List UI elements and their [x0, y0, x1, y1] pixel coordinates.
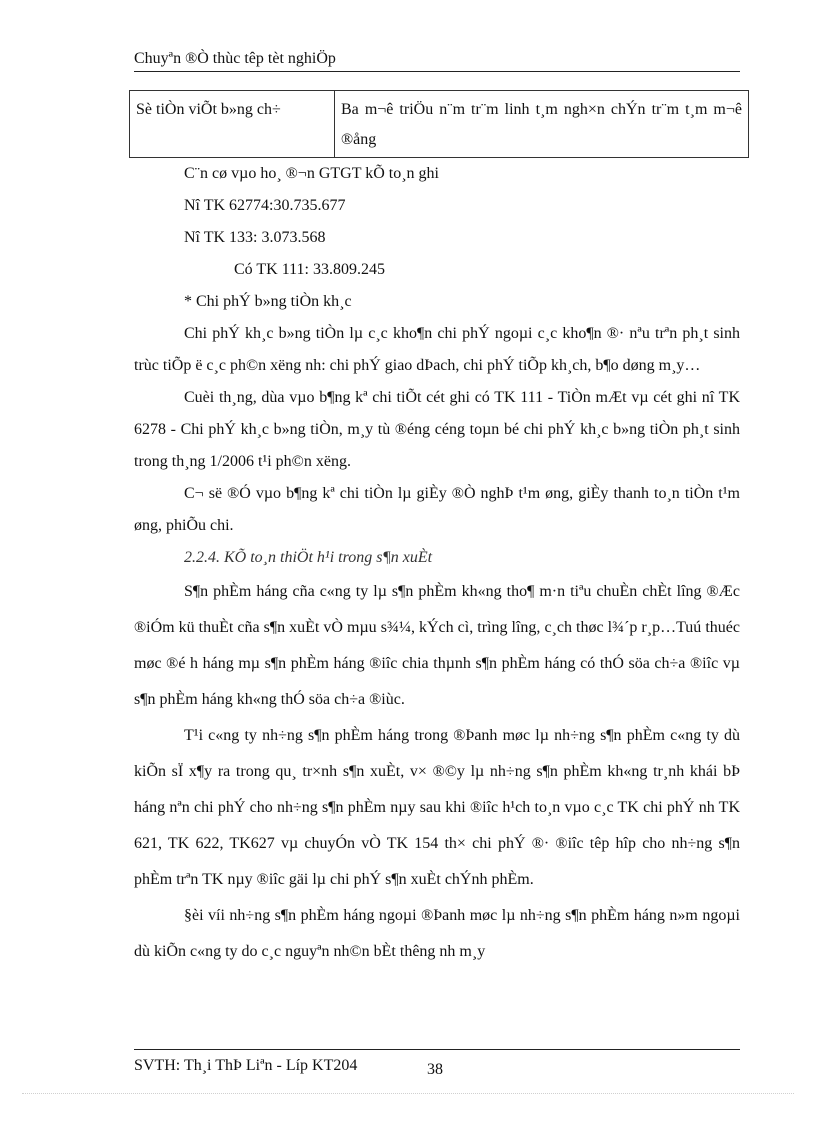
amount-in-words-table — [129, 90, 749, 158]
paragraph: * Chi phÝ b»ng tiÒn kh¸c — [184, 293, 352, 310]
table-row — [130, 91, 749, 158]
footer-divider — [134, 1049, 740, 1050]
paragraph: T¹i c«ng ty nh÷ng s¶n phÈm háng trong ®Þanh møc lµ nh÷ng s¶n phÈm c«ng ty dù kiÕn sÏ x¶y ra trong qu¸ tr×nh s¶n xuÈt, v× ®©y lµ nh÷ng s¶n phÈm kh«ng tr¸nh khái bÞ háng nªn chi phÝ cho nh÷ng s¶n phÈm nµy sau khi ®iîc h¹ch to¸n vµo c¸c TK chi phÝ nh TK 621, TK 622, TK627 vµ chuyÓn vÒ TK 154 th× chi phÝ ®· ®iîc têp hîp cho nh÷ng s¶n phÈm trªn TK nµy ®iîc gäi lµ chi phÝ s¶n xuÈt chÝnh phÈm. — [134, 727, 740, 888]
section-heading: 2.2.4. KÕ to¸n thiÖt h¹i trong s¶n xuÈt — [184, 549, 433, 566]
document-body — [134, 158, 740, 970]
running-header-title: Chuyªn ®Ò thùc têp tèt nghiÖp — [134, 50, 336, 67]
header-divider — [134, 71, 740, 72]
page-number: 38 — [427, 1061, 443, 1078]
paragraph: Nî TK 133: 3.073.568 — [184, 229, 326, 246]
paragraph: Nî TK 62774:30.735.677 — [184, 197, 346, 214]
paragraph: S¶n phÈm háng cña c«ng ty lµ s¶n phÈm kh«ng tho¶ m·n tiªu chuÈn chÈt lîng ®Æc ®iÓm kü thuÈt cña s¶n xuÈt vÒ mµu s¾¼, kÝch cì, trìng lîng, c¸ch thøc l¾´p r¸p…Tuú thuéc møc ®é h háng mµ s¶n phÈm háng ®iîc chia thµnh s¶n phÈm háng có thÓ söa ch÷a ®iîc vµ s¶n phÈm háng kh«ng thÓ söa ch÷a ®iùc. — [134, 583, 740, 708]
page-bottom-edge — [22, 1093, 794, 1094]
footer-author: SVTH: Th¸i ThÞ Liªn - Líp KT204 — [134, 1057, 358, 1074]
paragraph: C¨n cø vµo ho¸ ®¬n GTGT kÕ to¸n ghi — [184, 165, 439, 182]
amount-label-cell: Sè tiÒn viÕt b»ng ch÷ — [130, 91, 335, 158]
paragraph: Cuèi th¸ng, dùa vµo b¶ng kª chi tiÕt cét ghi có TK 111 - TiÒn mÆt vµ cét ghi nî TK 6278 - Chi phÝ kh¸c b»ng tiÒn, m¸y tù ®éng céng toµn bé chi phÝ kh¸c b»ng tiÒn ph¸t sinh trong th¸ng 1/2006 t¹i ph©n xëng. — [134, 389, 740, 470]
paragraph: C¬ së ®Ó vµo b¶ng kª chi tiÒn lµ giÈy ®Ò nghÞ t¹m øng, giÈy thanh to¸n tiÒn t¹m øng, phiÕu chi. — [134, 485, 740, 534]
paragraph: Có TK 111: 33.809.245 — [234, 261, 385, 278]
paragraph: §èi víi nh÷ng s¶n phÈm háng ngoµi ®Þanh møc lµ nh÷ng s¶n phÈm háng n»m ngoµi dù kiÕn c«ng ty do c¸c nguyªn nh©n bÈt thêng nh m¸y — [134, 907, 740, 960]
amount-value-cell: Ba m¬ê triÖu n¨m tr¨m linh t¸m ngh×n chÝn tr¨m t¸m m¬ê ®ång — [335, 91, 749, 158]
paragraph: Chi phÝ kh¸c b»ng tiÒn lµ c¸c kho¶n chi phÝ ngoµi c¸c kho¶n ®· nªu trªn ph¸t sinh trùc tiÕp ë c¸c ph©n xëng nh: chi phÝ giao dÞach, chi phÝ tiÕp kh¸ch, b¶o døng m¸y… — [134, 325, 740, 374]
